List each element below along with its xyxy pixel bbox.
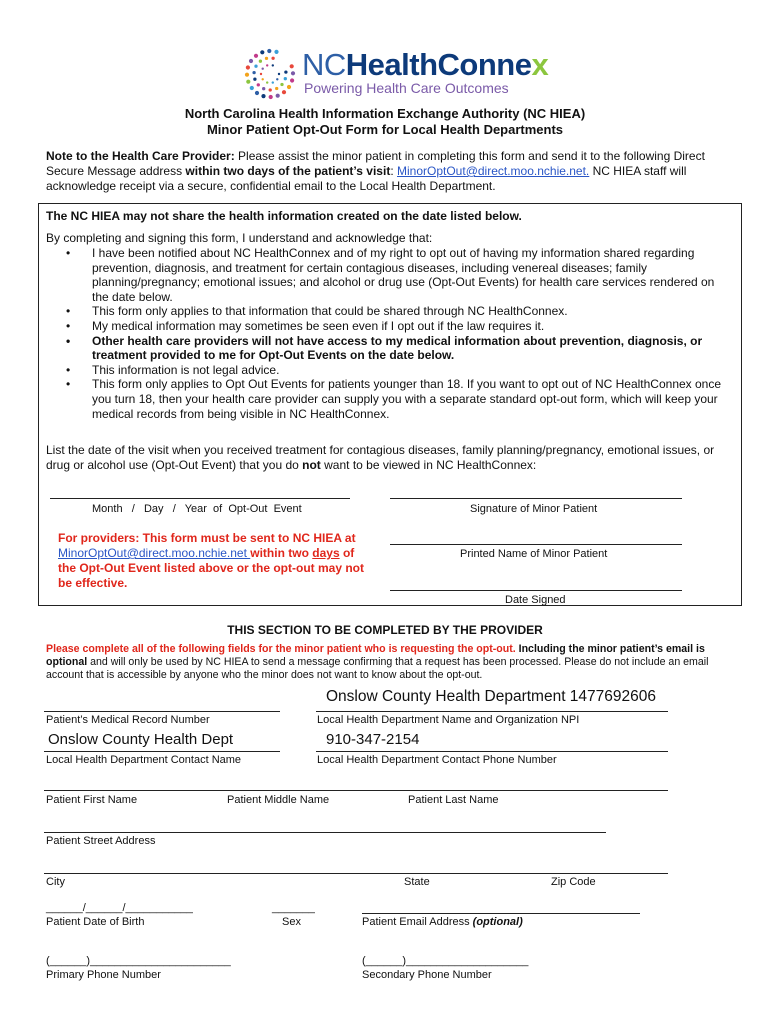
box-intro: By completing and signing this form, I understand and acknowledge that:	[46, 231, 433, 245]
list-item: • This form only applies to that information that could be shared through NC HealthConnex.	[48, 304, 728, 319]
sex-field[interactable]: _______	[272, 902, 315, 914]
sex-label: Sex	[282, 916, 301, 928]
logo-dot	[287, 85, 291, 89]
lhd-name-value[interactable]: Onslow County Health Department 1477692606	[326, 688, 657, 705]
primary-phone-label: Primary Phone Number	[46, 969, 161, 981]
printed-name-label: Printed Name of Minor Patient	[460, 548, 608, 560]
logo-dot	[276, 94, 280, 98]
logo-wordmark: NCHealthConnex	[302, 47, 549, 82]
logo-dot	[271, 57, 274, 60]
opt-out-date-label: Month / Day / Year of Opt-Out Event	[92, 503, 302, 515]
logo-dot	[266, 64, 268, 66]
logo-dot	[275, 87, 278, 90]
logo-dot	[266, 81, 268, 83]
logo-dot	[250, 86, 254, 90]
logo-dot	[272, 64, 274, 66]
logo-dot	[267, 49, 271, 53]
logo-dot	[261, 94, 265, 98]
first-name-label: Patient First Name	[46, 794, 138, 806]
logo-dot	[290, 78, 294, 82]
signature-label: Signature of Minor Patient	[470, 503, 598, 515]
provider-section-title: THIS SECTION TO BE COMPLETED BY THE PROVIDER	[227, 623, 543, 637]
logo-dot	[262, 78, 264, 80]
logo-dot	[245, 73, 249, 77]
logo-dot	[262, 87, 265, 90]
logo-dot	[249, 59, 253, 63]
medical-record-number-label: Patient’s Medical Record Number	[46, 714, 210, 726]
logo-dot	[252, 71, 255, 74]
logo-dot	[265, 57, 268, 60]
logo-dot	[291, 71, 295, 75]
logo-dot	[254, 54, 258, 58]
last-name-label: Patient Last Name	[408, 794, 499, 806]
street-address-field[interactable]	[44, 832, 606, 833]
logo-tagline: Powering Health Care Outcomes	[304, 80, 509, 96]
logo-dot	[260, 50, 264, 54]
logo-dot	[260, 73, 262, 75]
logo-dot	[269, 95, 273, 99]
logo-dot	[272, 81, 274, 83]
city-label: City	[46, 876, 65, 888]
date-of-birth-field[interactable]: ______/______/___________	[46, 902, 193, 914]
logo-dot	[276, 78, 278, 80]
form-title: North Carolina Health Information Exchange Authority (NC HIEA)	[184, 106, 586, 121]
primary-phone-field[interactable]: (______)_______________________	[46, 955, 231, 967]
logo-dot	[246, 65, 250, 69]
date-of-birth-label: Patient Date of Birth	[46, 916, 145, 928]
secondary-phone-label: Secondary Phone Number	[362, 969, 492, 981]
list-item: • I have been notified about NC HealthConnex and of my right to opt out of having my information shared regarding prevention, diagnosis, and treatment for certain contagious diseases, including venereal diseases; family planning/pregnancy; emotional issues; and alcohol or drug use (Opt-Out Events) for health care services rendered on the date below.	[48, 246, 728, 304]
middle-name-label: Patient Middle Name	[227, 794, 330, 806]
logo-dot	[282, 90, 286, 94]
list-item: • This form only applies to Opt Out Events for patients younger than 18. If you want to opt out of NC HealthConnex once you turn 18, then your health care provider can supply you with a separate standard opt-out form, which will keep your medical records from being visible in NC HealthConnex.	[48, 377, 728, 421]
city-state-zip-field[interactable]	[44, 873, 668, 874]
logo-dot	[255, 91, 259, 95]
direct-email-link[interactable]: MinorOptOut@direct.moo.nchie.net.	[397, 164, 590, 178]
lhd-name-label: Local Health Department Name and Organization NPI	[317, 714, 580, 726]
logo-dot	[259, 60, 262, 63]
logo-dot	[253, 78, 256, 81]
secondary-phone-field[interactable]: (______)____________________	[362, 955, 529, 967]
box-title: The NC HIEA may not share the health information created on the date listed below.	[46, 209, 522, 223]
logo-dot	[257, 83, 260, 86]
state-label: State	[404, 876, 430, 888]
acknowledgement-list	[48, 246, 728, 421]
contact-phone-value[interactable]: 910-347-2154	[326, 731, 420, 748]
opt-out-date-instructions: List the date of the visit when you received treatment for contagious diseases, family planning/pregnancy, emotional issues, or drug or alcohol use (Opt-Out Event) that you do not want to be viewed in NC HealthConnex:	[46, 443, 715, 472]
date-signed-field[interactable]	[390, 590, 682, 591]
logo-dot	[262, 68, 264, 70]
street-address-label: Patient Street Address	[46, 835, 156, 847]
logo-dot	[284, 70, 287, 73]
printed-name-field[interactable]	[390, 544, 682, 545]
contact-name-value[interactable]: Onslow County Health Dept	[48, 731, 234, 748]
logo-dot	[269, 88, 272, 91]
contact-name-field[interactable]	[44, 751, 280, 752]
contact-phone-label: Local Health Department Contact Phone Number	[317, 754, 557, 766]
patient-email-label: Patient Email Address (optional)	[362, 916, 523, 928]
logo-dot	[254, 65, 257, 68]
patient-name-field[interactable]	[44, 790, 668, 791]
provider-warning: For providers: This form must be sent to NC HIEA at MinorOptOut@direct.moo.nchie.net within two days of the Opt-Out Event listed above or the opt-out may not be effective.	[58, 531, 365, 590]
list-item: • This information is not legal advice.	[48, 363, 728, 378]
date-signed-label: Date Signed	[505, 594, 566, 606]
contact-phone-field[interactable]	[316, 751, 668, 752]
logo-dot	[274, 50, 278, 54]
logo-dot	[284, 77, 287, 80]
logo-dot	[290, 64, 294, 68]
lhd-name-field[interactable]	[316, 711, 668, 712]
logo-dot	[280, 83, 283, 86]
contact-name-label: Local Health Department Contact Name	[46, 754, 242, 766]
medical-record-number-field[interactable]	[44, 711, 280, 712]
signature-field[interactable]	[390, 498, 682, 499]
logo-dot	[278, 73, 280, 75]
warning-email-link[interactable]: MinorOptOut@direct.moo.nchie.net	[58, 546, 251, 560]
patient-email-field[interactable]	[362, 913, 640, 914]
opt-out-date-field[interactable]	[50, 498, 350, 499]
form-subtitle: Minor Patient Opt-Out Form for Local Health Departments	[206, 122, 564, 137]
zip-label: Zip Code	[551, 876, 596, 888]
list-item: • My medical information may sometimes be seen even if I opt out if the law requires it.	[48, 319, 728, 334]
list-item: • Other health care providers will not have access to my medical information about prevention, diagnosis, or treatment provided to me for Opt-Out Events on the date below.	[48, 334, 728, 363]
provider-note: Note to the Health Care Provider: Please assist the minor patient in completing this form and send it to the following Direct Secure Message address within two days of the patient’s visit: MinorOptOut@direct.moo.nchie.net. NC HIEA staff will acknowledge receipt via a secure, confidential email to the Local Health Department.	[46, 149, 705, 193]
logo-dot	[246, 80, 250, 84]
provider-instructions: Please complete all of the following fields for the minor patient who is requesting the opt-out. Including the minor patient’s email is optional and will only be used by NC HIEA to send a message confirming that a request has been processed. Please do not include an email account that is accessible by anyone who the minor does not want to know about the opt-out.	[46, 643, 709, 682]
